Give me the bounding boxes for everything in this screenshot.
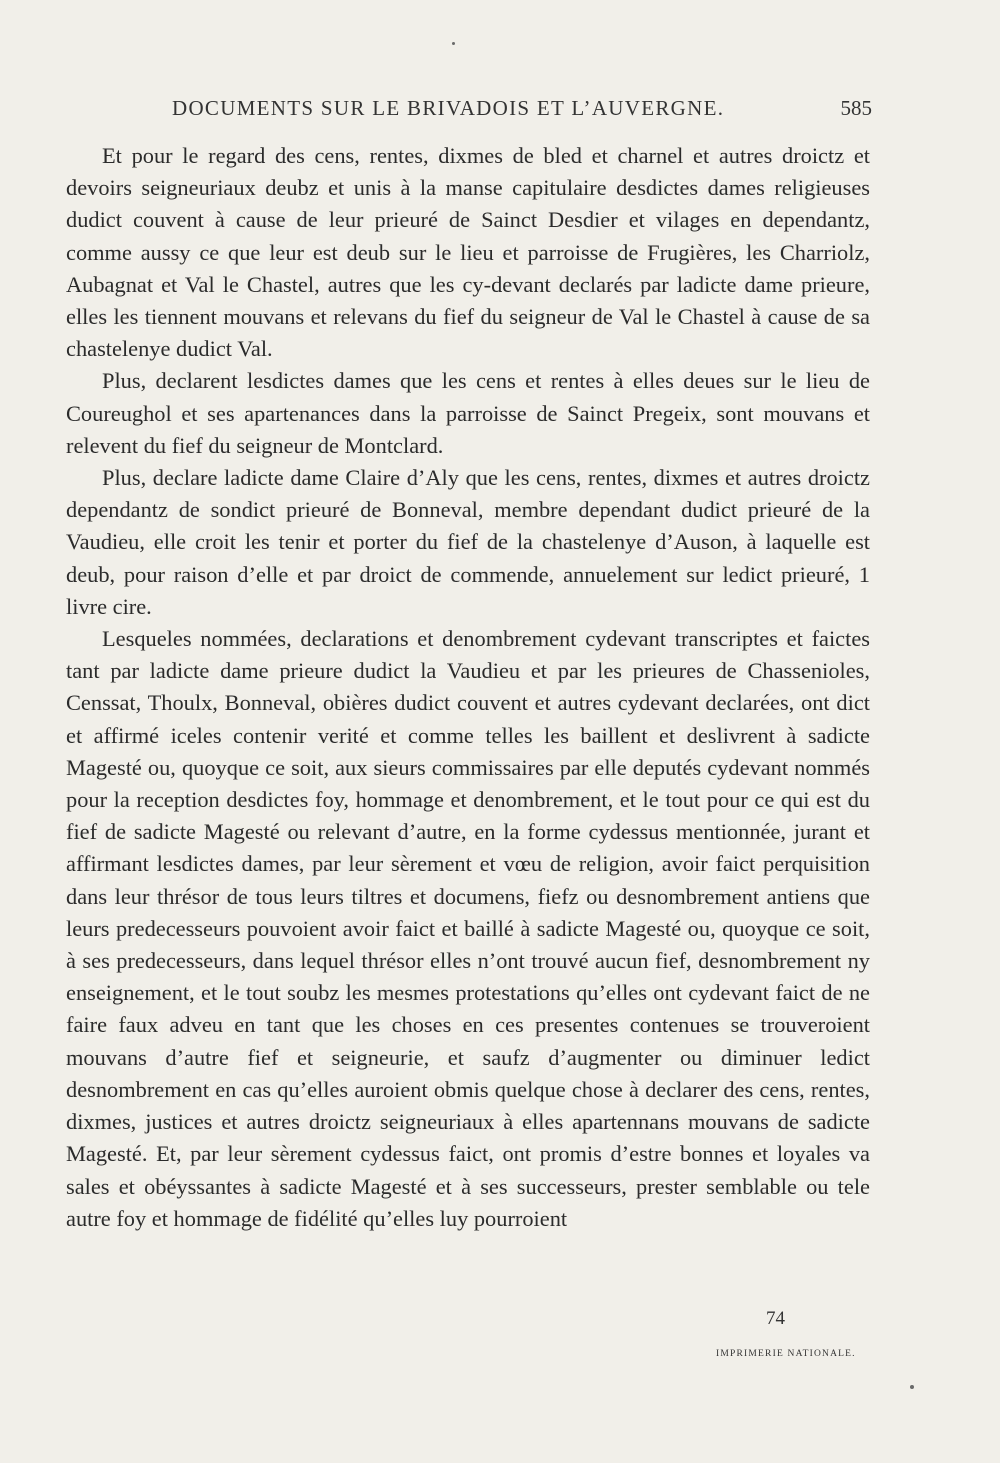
paragraph-4: Lesqueles nommées, declarations et denombrement cydevant transcriptes et faictes tant par ladicte dame prieure dudict la Vaudieu et par les prieures de Chassenioles, Censsat, Thoulx, Bonneval, obières dudict couvent et autres cydevant declarées, ont dict et affirmé iceles contenir verité et comme telles les baillent et deslivrent à sadicte Magesté ou, quoyque ce soit, aux sieurs commissaires par elle deputés cydevant nommés pour la reception desdictes foy, hommage et denombrement, et le tout pour ce qui est du fief de sadicte Magesté ou relevant d’autre, en la forme cydessus mentionnée, jurant et affirmant lesdictes dames, par leur sèrement et vœu de religion, avoir faict perquisition dans leur thrésor de tous leurs tiltres et documens, fiefz ou desnombrement antiens que leurs predecesseurs pouvoient avoir faict et baillé à sadicte Magesté ou, quoyque ce soit, à ses predecesseurs, dans lequel thrésor elles n’ont trouvé aucun fief, desnombrement ny enseignement, et le tout soubz les mesmes protestations qu’elles ont cydevant faict de ne faire faux adveu en tant que les choses en ces presentes contenues se trouveroient mouvans d’autre fief et seigneurie, et saufz d’augmenter ou diminuer ledict desnombrement en cas qu’elles auroient obmis quelque chose à declarer des cens, rentes, dixmes, justices et autres droictz seigneuriaux à elles apartennans mouvans de sadicte Magesté. Et, par leur sèrement cydessus faict, ont promis d’estre bonnes et loyales va sales et obéyssantes à sadicte Magesté et à ses successeurs, prester semblable ou tele autre foy et hommage de fidélité qu’elles luy pourroient bbox=[66, 626, 870, 1231]
paper-speck bbox=[452, 42, 455, 45]
running-title: DOCUMENTS SUR LE BRIVADOIS ET L’AUVERGNE. bbox=[172, 96, 725, 120]
paragraph-1: Et pour le regard des cens, rentes, dixmes de bled et charnel et autres droictz et devoirs seigneuriaux deubz et unis à la manse capitulaire desdictes dames religieuses dudict couvent à cause de leur prieuré de Sainct Desdier et vilages en dependantz, comme aussy ce que leur est deub sur le lieu et parroisse de Frugières, les Charriolz, Aubagnat et Val le Chastel, autres que les cy-devant declarés par ladicte dame prieure, elles les tiennent mouvans et relevans du fief du seigneur de Val le Chastel à cause de sa chastelenye dudict Val. bbox=[66, 143, 870, 362]
page-number: 585 bbox=[840, 96, 872, 120]
page-header bbox=[172, 96, 872, 136]
paragraph-2: Plus, declarent lesdictes dames que les cens et rentes à elles deues sur le lieu de Coureughol et ses apartenances dans la parroisse de Sainct Pregeix, sont mouvans et relevent du fief du seigneur de Montclard. bbox=[66, 368, 870, 458]
paper-speck bbox=[910, 1385, 914, 1389]
signature-mark: 74 bbox=[766, 1308, 785, 1329]
body-text bbox=[66, 140, 870, 1235]
paragraph-3: Plus, declare ladicte dame Claire d’Aly que les cens, rentes, dixmes et autres droictz dependantz de sondict prieuré de Bonneval, membre dependant dudict prieuré de la Vaudieu, elle croit les tenir et porter du fief de la chastelenye d’Auson, à laquelle est deub, pour raison d’elle et par droict de commende, annuelement sur ledict prieuré, 1 livre cire. bbox=[66, 465, 870, 619]
printer-imprint: IMPRIMERIE NATIONALE. bbox=[716, 1349, 856, 1359]
